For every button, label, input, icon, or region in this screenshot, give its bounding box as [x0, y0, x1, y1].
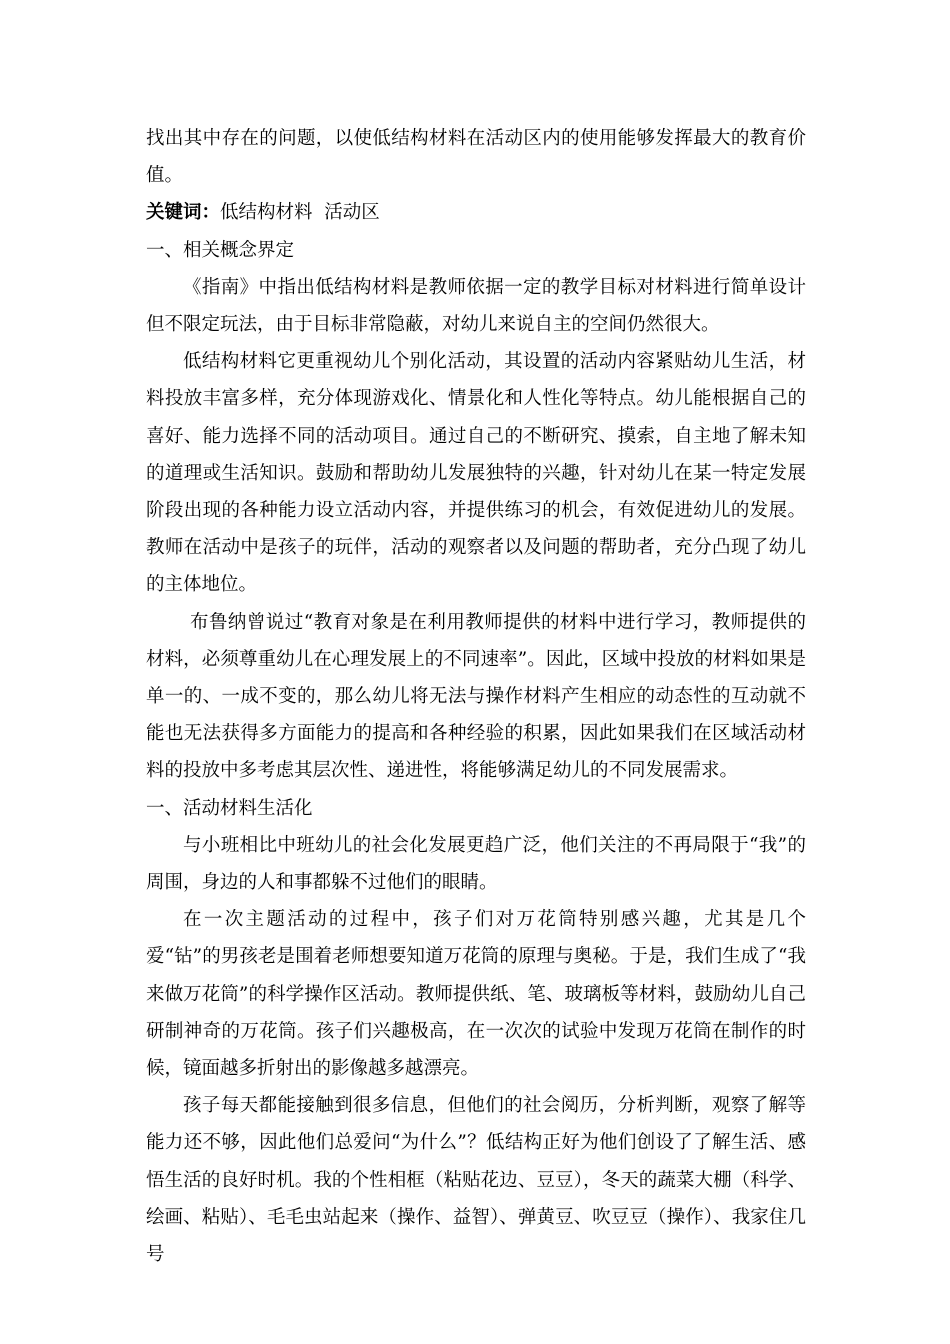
keywords-line	[146, 194, 806, 231]
paragraph-kaleidoscope-activity: 在一次主题活动的过程中，孩子们对万花筒特别感兴趣，尤其是几个爱“钻”的男孩老是围着老师想要知道万花筒的原理与奥秘。于是，我们生成了“我来做万花筒”的科学操作区活动。教师提供纸、笔、玻璃板等材料，鼓励幼儿自己研制神奇的万花筒。孩子们兴趣极高，在一次次的试验中发现万花筒在制作的时候，镜面越多折射出的影像越多越漂亮。	[146, 909, 806, 1080]
paragraph-guide-definition: 《指南》中指出低结构材料是教师依据一定的教学目标对材料进行简单设计但不限定玩法，由于目标非常隐蔽，对幼儿来说自主的空间仍然很大。	[146, 276, 806, 336]
keywords-value: 低结构材料 活动区	[220, 202, 380, 224]
paragraph-bruner-quote: 布鲁纳曾说过“教育对象是在利用教师提供的材料中进行学习，教师提供的材料，必须尊重幼儿在心理发展上的不同速率”。因此，区域中投放的材料如果是单一的、一成不变的，那么幼儿将无法与操作材料产生相应的动态性的互动就不能也无法获得多方面能力的提高和各种经验的积累，因此如果我们在区域活动材料的投放中多考虑其层次性、递进性，将能够满足幼儿的不同发展需求。	[146, 611, 806, 782]
paragraph-low-structure-features: 低结构材料它更重视幼儿个别化活动，其设置的活动内容紧贴幼儿生活，材料投放丰富多样，充分体现游戏化、情景化和人性化等特点。幼儿能根据自己的喜好、能力选择不同的活动项目。通过自己的不断研究、摸索，自主地了解未知的道理或生活知识。鼓励和帮助幼儿发展独特的兴趣，针对幼儿在某一特定发展阶段出现的各种能力设立活动内容，并提供练习的机会，有效促进幼儿的发展。教师在活动中是孩子的玩伴，活动的观察者以及问题的帮助者，充分凸现了幼儿的主体地位。	[146, 351, 806, 596]
intro-continuation-paragraph: 找出其中存在的问题，以使低结构材料在活动区内的使用能够发挥最大的教育价值。	[146, 128, 806, 187]
section-heading-concepts: 一、相关概念界定	[146, 239, 295, 261]
section-heading-life-materials: 一、活动材料生活化	[146, 797, 313, 819]
keywords-label: 关键词：	[146, 202, 221, 224]
paragraph-middle-class-social: 与小班相比中班幼儿的社会化发展更趋广泛，他们关注的不再局限于“我”的周围，身边的人和事都躲不过他们的眼睛。	[146, 834, 806, 894]
paragraph-children-questions: 孩子每天都能接触到很多信息，但他们的社会阅历，分析判断，观察了解等能力还不够，因此他们总爱问“为什么”？低结构正好为他们创设了了解生活、感悟生活的良好时机。我的个性相框（粘贴花边、豆豆），冬天的蔬菜大棚（科学、绘画、粘贴）、毛毛虫站起来（操作、益智）、弹黄豆、吹豆豆（操作）、我家住几号	[146, 1095, 806, 1266]
document-body	[146, 120, 806, 1273]
